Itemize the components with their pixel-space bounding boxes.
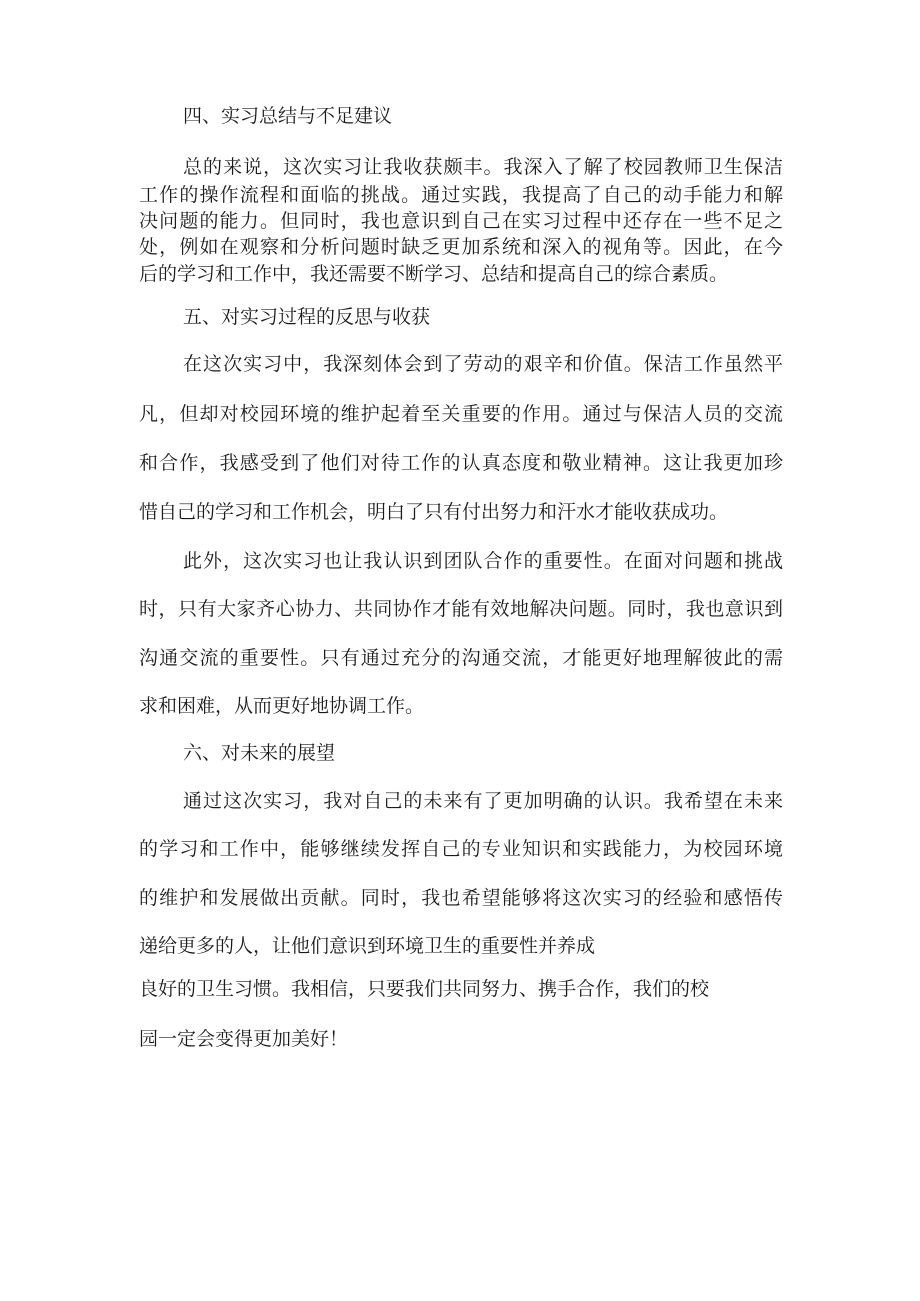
paragraph-line: 园一定会变得更加美好！: [139, 1028, 349, 1050]
section-heading: 四、实习总结与不足建议: [183, 105, 393, 127]
paragraph-line: 时，只有大家齐心协力、共同协作才能有效地解决问题。同时，我也意识到: [139, 598, 783, 620]
paragraph-line: 后的学习和工作中，我还需要不断学习、总结和提高自己的综合素质。: [139, 263, 729, 285]
section-heading: 六、对未来的展望: [183, 742, 336, 764]
paragraph-line: 惜自己的学习和工作机会，明白了只有付出努力和汗水才能收获成功。: [139, 501, 729, 523]
paragraph-line: 总的来说，这次实习让我收获颇丰。我深入了解了校园教师卫生保洁: [183, 156, 783, 178]
paragraph-line: 凡，但却对校园环境的维护起着至关重要的作用。通过与保洁人员的交流: [139, 403, 783, 425]
paragraph-line: 求和困难，从而更好地协调工作。: [139, 695, 425, 717]
paragraph-line: 和合作，我感受到了他们对待工作的认真态度和敬业精神。这让我更加珍: [139, 452, 783, 474]
paragraph-line: 良好的卫生习惯。我相信，只要我们共同努力、携手合作，我们的校: [139, 978, 710, 1000]
paragraph-line: 递给更多的人，让他们意识到环境卫生的重要性并养成: [139, 935, 596, 957]
paragraph-line: 此外，这次实习也让我认识到团队合作的重要性。在面对问题和挑战: [183, 550, 783, 572]
section-heading: 五、对实习过程的反思与收获: [183, 306, 431, 328]
paragraph-line: 的学习和工作中，能够继续发挥自己的专业知识和实践能力，为校园环境: [139, 838, 783, 860]
paragraph-line: 通过这次实习，我对自己的未来有了更加明确的认识。我希望在未来: [183, 790, 783, 812]
paragraph-line: 工作的操作流程和面临的挑战。通过实践，我提高了自己的动手能力和解: [139, 184, 783, 206]
paragraph-line: 沟通交流的重要性。只有通过充分的沟通交流，才能更好地理解彼此的需: [139, 647, 783, 669]
paragraph-line: 决问题的能力。但同时，我也意识到自己在实习过程中还存在一些不足之: [139, 210, 783, 232]
paragraph-line: 处，例如在观察和分析问题时缺乏更加系统和深入的视角等。因此，在今: [139, 236, 783, 258]
paragraph-line: 的维护和发展做出贡献。同时，我也希望能够将这次实习的经验和感悟传: [139, 887, 783, 909]
paragraph-line: 在这次实习中，我深刻体会到了劳动的艰辛和价值。保洁工作虽然平: [183, 353, 783, 375]
